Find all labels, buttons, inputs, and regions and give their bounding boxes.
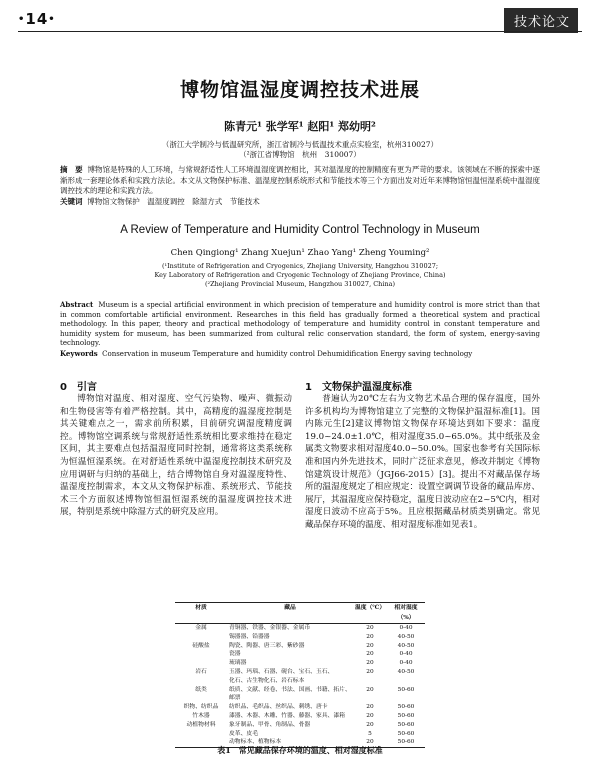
cell-material: [175, 677, 227, 686]
cell-temperature: 20: [366, 712, 374, 719]
cell-items: 锡器器、铅器器: [229, 633, 270, 640]
abstract-en-label: Abstract: [60, 300, 94, 309]
table-row: [175, 633, 425, 642]
table-row: [175, 650, 425, 659]
cell-temperature: 20: [366, 633, 374, 640]
cell-items: 漆器、木器、木雕、竹器、藤器、家具、漆箱: [229, 712, 345, 719]
cell-temperature: 20: [366, 704, 374, 711]
th-items: 藏品: [227, 603, 353, 624]
keywords-en: Conservation in museum Temperature and humidity control Dehumidification Energy saving technology: [102, 349, 473, 358]
abstract-cn: [60, 165, 540, 207]
cell-temperature: 20: [366, 668, 374, 675]
cell-humidity: 40-50: [397, 668, 415, 675]
cell-material: [175, 650, 227, 659]
abstract-en-text: Museum is a special artificial environment in which precision of temperature and humidity control is more strict than that in common comfortable artificial environment. Researches in this field has gradually formed a theoretical system and practical methodology. In this paper, theory and practical methodology of temperature and humidity control in constant temperature and humidity system for museum, has been summarized from cultural relic conservation standard, the form of system, energy-saving technology.: [60, 301, 540, 347]
cell-items: 青铜器、铁器、金银器、金属币: [229, 625, 311, 631]
cell-temperature: 20: [366, 686, 374, 693]
table-row: [175, 712, 425, 721]
cell-temperature: 20: [353, 738, 387, 747]
cell-material: 岩石: [195, 668, 207, 675]
cell-items: 象牙制品、甲骨、角制品、骨器: [229, 721, 311, 728]
table-row: [175, 659, 425, 668]
cell-material: 动植物材料: [186, 721, 216, 728]
cell-temperature: 20: [366, 642, 374, 649]
affiliation-cn-1: （浙江大学制冷与低温研究所，浙江省制冷与低温技术重点实验室，杭州310027）: [161, 140, 439, 149]
cell-humidity: [387, 677, 425, 686]
abstract-cn-label: 摘 要: [60, 165, 83, 174]
table-caption: 表1 常见藏品保存环境的温度、相对湿度标准: [217, 745, 383, 755]
title-en: A Review of Temperature and Humidity Control Technology in Museum: [120, 224, 480, 236]
cell-temperature: [353, 677, 387, 686]
table-row: [175, 642, 425, 651]
section-0-body: 博物馆对温度、相对湿度、空气污染物、噪声、微振动和生物侵害等有着严格控制。其中，高精度的温湿度控制是其关键难点之一，需求前所积累，目前研究调湿度精度调控。博物馆空调系统与常规舒适性系统相比要求维持在稳定区间，其主要难点包括温湿度同时控制，通常将这类系统称为恒温恒湿系统。在对舒适性系统中温湿度控制技术研究及应用调研与归纳的基础上，结合博物馆自身对温湿度特性、温湿度控制需求，本文从文物保护标准、系统形式、节能技术三个方面叙述博物馆恒温恒湿系统的温湿度调控技术进展，特别是系统中除湿方式的研究及应用。: [60, 394, 292, 518]
cell-temperature: 20: [366, 651, 374, 658]
table-row: [175, 721, 425, 730]
title-cn: 博物馆温湿度调控技术进展: [179, 79, 420, 101]
table-row: [175, 703, 425, 712]
cell-humidity: 0-40: [399, 651, 413, 658]
table-row: [175, 668, 425, 677]
cell-items: 陶瓷、陶器、唐三彩、紫砂器: [229, 642, 305, 649]
keywords-cn-label: 关键词: [60, 196, 83, 206]
affiliations-cn: [0, 140, 600, 160]
table-row: [175, 730, 425, 739]
cell-items: 玉器、玛瑙、石器、砚台、宝石、玉石、: [229, 668, 334, 675]
cell-items: 琉璃器: [229, 660, 247, 667]
cell-temperature: 20: [366, 721, 374, 728]
cell-material: [175, 730, 227, 739]
cell-humidity: 50-60: [397, 721, 415, 728]
cell-material: [175, 659, 227, 668]
column-badge: 技术论文: [504, 8, 578, 33]
cell-humidity: 50-60: [397, 730, 415, 737]
cell-humidity: 40-50: [397, 633, 415, 640]
cell-humidity: 50-60: [397, 704, 415, 711]
abstract-en: [60, 300, 540, 359]
cell-humidity: 50-60: [387, 738, 425, 747]
affiliation-en-3: (²Zhejiang Provincial Museum, Hangzhou 310027, China): [204, 280, 396, 288]
cell-material: 织物、纺织品: [183, 704, 219, 711]
affiliations-en: [0, 262, 600, 289]
standards-table: [175, 602, 425, 748]
section-1-heading: 1 文物保护温湿度标准: [305, 382, 412, 393]
cell-material: 硅酸盐: [192, 642, 210, 649]
cell-temperature: 20: [366, 625, 374, 631]
cell-items: 化石、古生物化石、岩石标本: [229, 677, 305, 684]
affiliation-en-1: (¹Institute of Refrigeration and Cryogenics, Zhejiang University, Hangzhou 310027;: [161, 262, 439, 270]
affiliation-en-2: Key Laboratory of Refrigeration and Cryogenic Technology of Zhejiang Province, China): [154, 271, 446, 279]
header-rule: [18, 31, 582, 32]
cell-temperature: 5: [368, 730, 372, 737]
keywords-cn: 博物馆文物保护 温湿度调控 除湿方式 节能技术: [87, 196, 260, 206]
standards-table-wrap: [175, 602, 425, 748]
table-row: [175, 686, 425, 704]
authors-en: Chen Qingiong¹ Zhang Xuejun¹ Zhao Yang¹ Zheng Youming²: [170, 248, 430, 258]
cell-items: 皮革、皮毛: [229, 730, 258, 737]
keywords-en-label: Keywords: [60, 348, 98, 358]
cell-material: 金属: [195, 625, 207, 631]
cell-humidity: 50-60: [397, 712, 415, 719]
cell-humidity: 40-50: [397, 642, 415, 649]
affiliation-cn-2: （²浙江省博物馆 杭州 310007）: [239, 150, 361, 159]
page-number: •14•: [18, 10, 56, 28]
table-row: [175, 677, 425, 686]
table-row: [175, 624, 425, 633]
cell-items: 动物标本、植物标本: [227, 738, 353, 747]
section-1-body: 普遍认为20℃左右为文物艺术品合理的保存温度，国外许多机构均为博物馆建立了完整的文物保护温湿标准[1]。国内陈元生[2]建议博物馆文物保存环境达到如下要求：温度19.0~24.0±1.0℃，相对湿度35.0~65.0%。其中纸张及金属类文物要求相对湿度40.0~50.0%。国家也参考有关国际标准和国内外先进技术，同时广泛征求意见，修改并制定《博物馆建筑设计规范》（JGJ66-2015）[3]。提出不对藏品保存场所的温湿度规定了相应规定：设置空调调节设备的藏品库房、展厅，其温湿度应保持稳定，温度日波动应在2~5℃内，相对湿度日波动不应高于5%。且应根据藏品材质类别确定。常见藏品保存环境的温度、相对湿度标准如见表1。: [305, 394, 540, 530]
section-0-heading: 0 引言: [60, 382, 97, 393]
th-humidity: 相对湿度（%）: [387, 603, 425, 624]
abstract-cn-text: 博物馆是特殊的人工环境，与常规舒适性人工环境温湿度调控相比，其对温湿度的控制精度有更为严苛的要求。该领域在不断的探索中逐渐形成一套理论体系和实践方法论。本文从文物保护标准、温湿度控制系统形式和节能技术等三个方面出发对近年来博物馆恒温恒湿系统中温湿度调控技术的理论和实践方法。: [60, 165, 541, 195]
cell-humidity: 50-60: [397, 686, 415, 693]
cell-material: 纸类: [195, 686, 207, 693]
cell-humidity: 0-40: [399, 660, 413, 667]
cell-temperature: 20: [366, 660, 374, 667]
cell-material: [175, 633, 227, 642]
table-header-row: [175, 603, 425, 624]
cell-humidity: 0-40: [399, 625, 413, 631]
cell-items: 瓷器: [229, 651, 241, 658]
th-material: 材质: [175, 603, 227, 624]
authors-cn: 陈青元¹ 张学军¹ 赵阳¹ 郑幼明²: [224, 120, 376, 133]
th-temperature: 温度（℃）: [353, 603, 387, 624]
cell-items: 纺织品、毛织品、丝织品、刺绣、唐卡: [229, 704, 328, 711]
cell-material: 竹木器: [192, 712, 210, 719]
cell-items: 纸质、文献、经卷、书法、国画、书籍、拓片、邮票: [229, 686, 351, 702]
